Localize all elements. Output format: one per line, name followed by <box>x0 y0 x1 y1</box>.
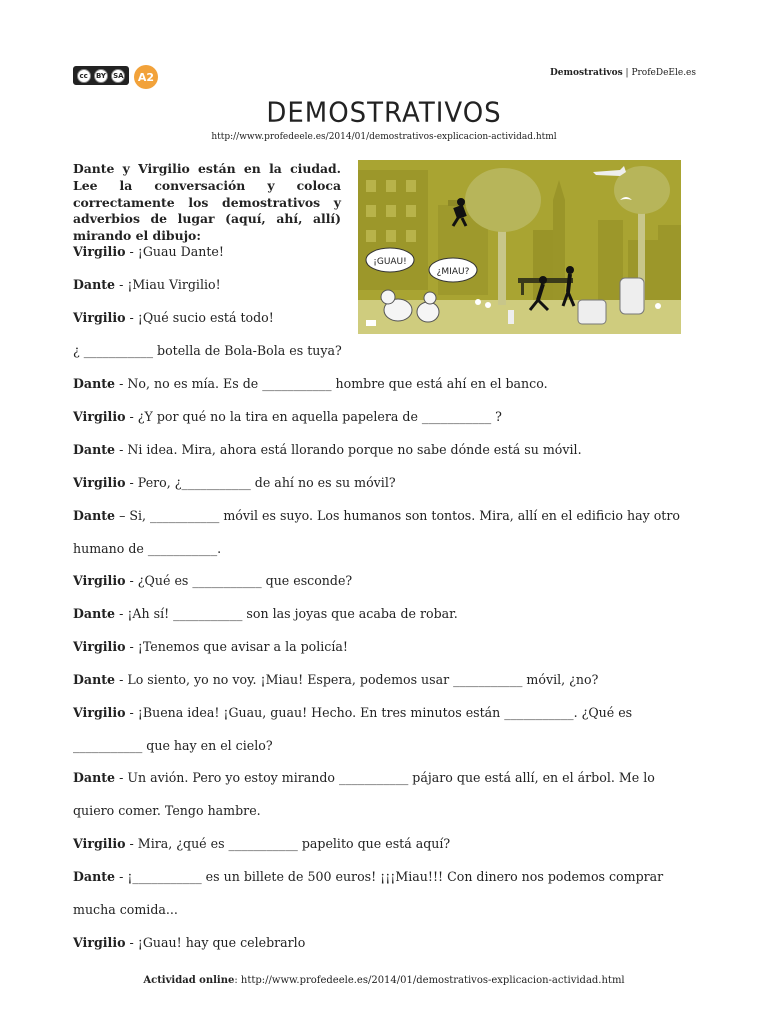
speaker-separator: - <box>115 869 128 884</box>
speaker-separator: - <box>125 836 138 851</box>
speaker-name: Virgilio <box>73 836 126 851</box>
dialogue-line <box>73 770 655 785</box>
line-text: Lo siento, yo no voy. ¡Miau! Espera, podemos usar ___________ móvil, ¿no? <box>127 672 599 687</box>
line-text: ¡Tenemos que avisar a la policía! <box>137 639 348 654</box>
page-title: DEMOSTRATIVOS <box>266 97 502 129</box>
dialogue-line <box>73 343 342 358</box>
dialogue-line <box>73 672 598 687</box>
dialogue-line <box>73 935 305 950</box>
site-name: ProfeDeEle.es <box>631 68 696 78</box>
sa-icon: SA <box>111 69 125 83</box>
footer-link[interactable]: http://www.profedeele.es/2014/01/demostrativos-explicacion-actividad.html <box>240 975 625 986</box>
speaker-separator: - <box>125 639 138 654</box>
speaker-name: Virgilio <box>73 244 126 259</box>
dialogue-line <box>73 475 396 490</box>
cc-icon: cc <box>77 69 91 83</box>
speaker-separator: - <box>115 770 128 785</box>
footer <box>0 975 768 986</box>
line-text: No, no es mía. Es de ___________ hombre que está ahí en el banco. <box>127 376 548 391</box>
speaker-separator: - <box>115 672 128 687</box>
line-text: ¡Qué sucio está todo! <box>137 310 274 325</box>
dialogue-line <box>73 573 352 588</box>
line-text: ¿Qué es ___________ que esconde? <box>137 573 353 588</box>
speaker-name: Virgilio <box>73 573 126 588</box>
dialogue-line <box>73 310 274 325</box>
dialogue-line <box>73 738 273 753</box>
line-text: ¿ ___________ botella de Bola-Bola es tuya? <box>73 343 342 358</box>
speaker-separator: - <box>125 475 138 490</box>
doc-name: Demostrativos <box>549 68 623 78</box>
footer-separator: : <box>234 975 241 986</box>
speaker-name: Virgilio <box>73 475 126 490</box>
speaker-name: Virgilio <box>73 705 126 720</box>
line-text: quiero comer. Tengo hambre. <box>73 803 261 818</box>
dialogue-line <box>73 639 348 654</box>
dialogue-line <box>73 409 502 424</box>
speaker-separator: - <box>125 244 138 259</box>
dialogue-line <box>73 277 221 292</box>
dialogue-line <box>73 869 663 884</box>
line-text: humano de ___________. <box>73 541 222 556</box>
instructions: Dante y Virgilio están en la ciudad. Lee la conversación y coloca correctamente los demostrativos y adverbios de lugar (aquí, ahí, allí) mirando el dibujo: <box>73 161 341 244</box>
speaker-separator: - <box>125 573 138 588</box>
dialogue-line <box>73 902 178 917</box>
speaker-separator: - <box>125 409 138 424</box>
speaker-name: Dante <box>73 869 116 884</box>
speaker-name: Virgilio <box>73 935 126 950</box>
speaker-name: Dante <box>73 376 116 391</box>
dialogue-line <box>73 376 548 391</box>
speaker-separator: - <box>115 606 128 621</box>
line-text: Pero, ¿___________ de ahí no es su móvil? <box>137 475 396 490</box>
dialogue-line <box>73 442 582 457</box>
bubble-guau: ¡GUAU! <box>373 257 407 267</box>
speaker-separator: - <box>115 277 128 292</box>
bubble-miau: ¿MIAU? <box>436 267 470 277</box>
illustration-svg <box>358 160 681 334</box>
speaker-name: Virgilio <box>73 409 126 424</box>
city-park-illustration <box>358 160 681 334</box>
line-text: Si, ___________ móvil es suyo. Los humanos son tontos. Mira, allí en el edificio hay otro <box>129 508 680 523</box>
speaker-name: Dante <box>73 277 116 292</box>
dialogue-line <box>73 803 261 818</box>
speaker-name: Virgilio <box>73 639 126 654</box>
speaker-separator: - <box>115 376 128 391</box>
header-separator: | <box>622 68 632 78</box>
line-text: ¡Guau Dante! <box>137 244 224 259</box>
creative-commons-badge <box>73 66 129 85</box>
by-icon: BY <box>94 69 108 83</box>
line-text: mucha comida... <box>73 902 178 917</box>
dialogue-line <box>73 836 450 851</box>
level-badge: A2 <box>134 65 158 89</box>
line-text: ___________ que hay en el cielo? <box>73 738 273 753</box>
running-header <box>550 68 696 78</box>
dialogue-line <box>73 541 221 556</box>
line-text: Mira, ¿qué es ___________ papelito que está aquí? <box>137 836 451 851</box>
line-text: ¡Buena idea! ¡Guau, guau! Hecho. En tres minutos están ___________. ¿Qué es <box>137 705 633 720</box>
speaker-separator: - <box>115 442 128 457</box>
speaker-name: Dante <box>73 442 116 457</box>
line-text: ¿Y por qué no la tira en aquella papelera de ___________ ? <box>137 409 502 424</box>
speaker-separator: – <box>115 508 130 523</box>
dialogue-line <box>73 508 680 523</box>
speaker-name: Dante <box>73 508 116 523</box>
speaker-name: Dante <box>73 770 116 785</box>
line-text: ¡___________ es un billete de 500 euros! ¡¡¡Miau!!! Con dinero nos podemos comprar <box>127 869 664 884</box>
speaker-name: Virgilio <box>73 310 126 325</box>
source-url: http://www.profedeele.es/2014/01/demostrativos-explicacion-actividad.html <box>211 132 557 142</box>
footer-label: Actividad online <box>143 975 235 986</box>
speaker-name: Dante <box>73 606 116 621</box>
speaker-separator: - <box>125 705 138 720</box>
dialogue-line <box>73 244 224 259</box>
line-text: ¡Miau Virgilio! <box>127 277 221 292</box>
line-text: Un avión. Pero yo estoy mirando ___________ pájaro que está allí, en el árbol. Me lo <box>127 770 655 785</box>
line-text: ¡Guau! hay que celebrarlo <box>137 935 306 950</box>
line-text: Ni idea. Mira, ahora está llorando porque no sabe dónde está su móvil. <box>127 442 582 457</box>
dialogue-line <box>73 705 632 720</box>
speaker-separator: - <box>125 310 138 325</box>
line-text: ¡Ah sí! ___________ son las joyas que acaba de robar. <box>127 606 458 621</box>
dialogue-line <box>73 606 458 621</box>
speaker-name: Dante <box>73 672 116 687</box>
speaker-separator: - <box>125 935 138 950</box>
